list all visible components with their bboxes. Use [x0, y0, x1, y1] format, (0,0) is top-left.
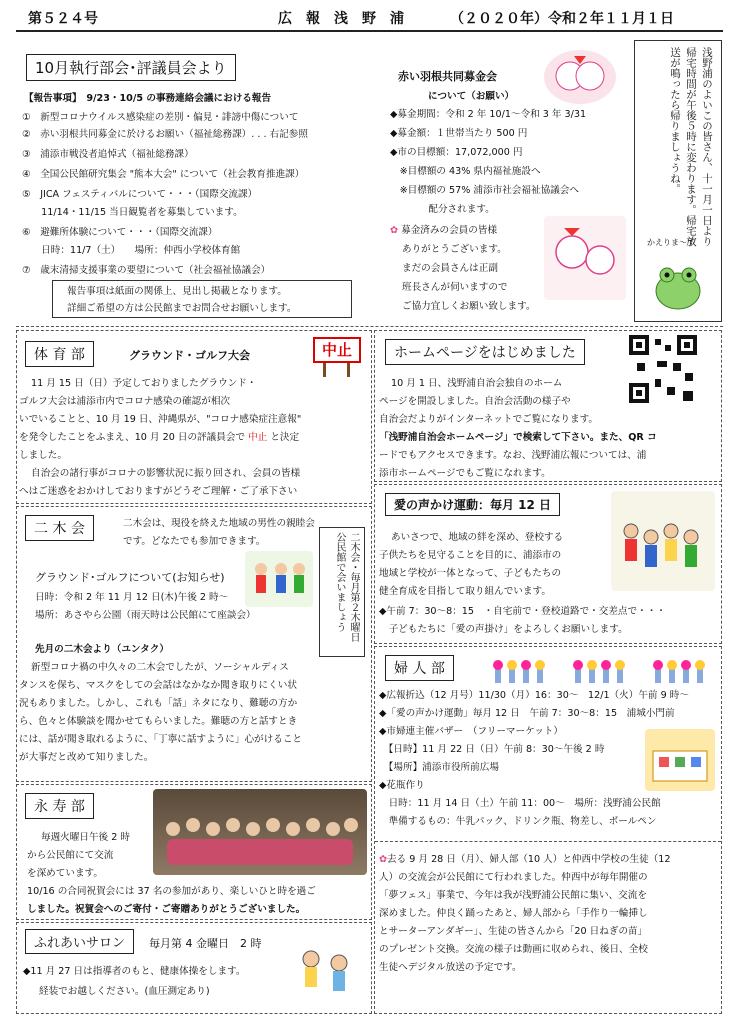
exec-item-6: ⑥ 避難所体験について・・・（国際交流課） [22, 227, 218, 238]
exec-report-heading: 【報告事項】 9/23・10/5 の事務連絡会議における報告 [24, 93, 272, 104]
akaihane-thanks-2: ありがとうございます。 [402, 244, 507, 255]
fujin-flowers-image [489, 657, 715, 685]
yuntaku-line-5: には、話が聞き取れるように、「丁寧に話すように」心がけること [19, 734, 303, 745]
taiiku-line-1: 11 月 15 日（日）予定しておりましたグラウンド・ [31, 378, 257, 389]
eiju-line-3: を深めています。 [27, 868, 103, 879]
aino-line-4: 健全育成を目指して取り組んでいます。 [379, 586, 551, 597]
nimoku-title: 二 木 会 [25, 515, 94, 541]
gg-notice-place: 場所：あさやら公園（雨天時は公民館にて座談会） [35, 610, 256, 621]
eiju-line-2: から公民館にて交流 [27, 850, 114, 861]
akaihane-section [384, 40, 632, 322]
page-header [10, 4, 729, 30]
salon-section [16, 922, 372, 1014]
issue-number: 第５２４号 [28, 11, 98, 27]
fujin-line-1: ◆広報折込（12 月号）11/30（月）16：30～ 12/1（火）午前 9 時～ [379, 690, 689, 701]
taiiku-section [16, 330, 372, 504]
yuntaku-line-2: タンスを保ち、マスクをしての会話はなかなか聞き取りにくい状 [19, 680, 297, 691]
akaihane-subtitle: について（お願い） [428, 91, 515, 102]
aino-line-2: 子供たちを見守ることを目的に、浦添市の [379, 550, 562, 561]
akaihane-thanks-1: ✿ 募金済みの会員の皆様 [390, 225, 498, 236]
akaihane-period: ◆募金期間：令和 2 年 10/1～令和 3 年 3/31 [390, 109, 587, 120]
eiju-title: 永 寿 部 [25, 793, 94, 819]
gg-notice-date: 日時：令和 2 年 11 月 12 日(木)午後 2 時～ [35, 592, 229, 603]
taiiku-line-2: ゴルフ大会は浦添市内でコロナ感染の確認が相次 [19, 396, 231, 407]
nimoku-vertical-box [319, 527, 365, 657]
taiiku-line-4: を発令したことをふまえ、10 月 20 日の評議員会で 中止 と決定 [19, 432, 300, 443]
fujin-report-3: 「夢フェス」事業で、今年は我が浅野浦公民館に集い、交流を [379, 890, 647, 901]
yuntaku-line-6: が大事だと改めて知りました。 [19, 752, 154, 763]
fujin-line-5: 【場所】浦添市役所前広場 [379, 762, 499, 773]
akaihane-amount: ◆募金額：１世帯当たり 500 円 [390, 128, 528, 139]
fujin-line-8: 準備するもの：牛乳パック、ドリンク瓶、物差し、ボールペン [379, 816, 657, 827]
exec-item-5: ⑤ JICA フェスティバルについて・・・（国際交流課） [22, 189, 258, 200]
flower-icon: ✿ [390, 225, 399, 236]
eiju-section [16, 784, 372, 920]
fujin-line-2: ◆「愛の声かけ運動」毎月 12 日 午前 7：30～8：15 浦城小門前 [379, 708, 675, 719]
homepage-line-2: ページを開設しました。自治会活動の様子や [379, 396, 571, 407]
akaihane-characters-image [544, 216, 626, 300]
exec-item-6-detail: 日時：11/7（土） 場所：仲西小学校体育館 [22, 245, 241, 256]
homepage-section [374, 330, 722, 482]
akaihane-mascot-image [544, 50, 616, 104]
homepage-line-4: 「浅野浦自治会ホームページ」で検索して下さい。また、QR コ [379, 432, 657, 443]
akaihane-thanks-5: ご協力宜しくお願い致します。 [402, 301, 536, 312]
taiiku-line-5: しました。 [19, 450, 67, 461]
akaihane-note-3: 配分されます。 [390, 204, 495, 215]
exec-note-box [52, 280, 352, 318]
fujin-report-4: 深めました。仲良く踊ったあと、婦人部から「手作り一輪挿し [379, 908, 648, 919]
yuntaku-line-1: 新型コロナ禍の中久々の二木会でしたが、ソーシャルディス [31, 662, 289, 673]
fujin-report-7: 生徒へデジタル放送の予定です。 [379, 962, 522, 973]
eiju-line-1: 毎週火曜日午後 2 時 [41, 832, 130, 843]
frog-caption: かえりま～す [647, 238, 695, 247]
yuntaku-line-4: ら、色々と体験談を聞かせてもらいました。難聴の方と話すとき [19, 716, 298, 727]
homepage-line-3: 自治会だよりがインターネットでご覧になります。 [379, 414, 599, 425]
eiju-line-4: 10/16 の合同祝賀会には 37 名の参加があり、楽しいひと時を過ご [27, 886, 316, 897]
header-rule [16, 30, 723, 32]
fujin-report-1: ✿去る 9 月 28 日（月）、婦人部（10 人）と仲西中学校の生徒（12 [379, 854, 671, 865]
salon-schedule: 毎月第 4 金曜日 2 時 [149, 937, 262, 950]
fujin-line-7: 日時：11 月 14 日（土）午前 11：00～ 場所：浅野浦公民館 [379, 798, 661, 809]
nimoku-section [16, 506, 372, 782]
taiiku-line-7: へはご迷惑をおかけしておりますがどうぞご理解・ご了承下さい [19, 486, 298, 497]
salon-line-2: 経装でお越しください。(血圧測定あり) [39, 986, 210, 997]
akaihane-thanks-4: 班長さんが伺いますので [402, 282, 508, 293]
section-divider [16, 326, 723, 327]
exec-item-5-detail: 11/14・11/15 当日観覧者を募集しています。 [22, 207, 243, 218]
akaihane-note-2: ※目標額の 57% 浦添市社会福祉協議会へ [390, 185, 579, 196]
exec-note-2: 詳細ご希望の方は公民館までお問合せお願いします。 [67, 303, 297, 314]
frog-image [645, 253, 711, 315]
cancel-sign-image [309, 333, 365, 377]
yuntaku-line-3: 況もありました。しかし、これも「話」ネタになり、難聴の方か [19, 698, 298, 709]
aino-line-6: 子どもたちに「愛の声掛け」をよろしくお願いします。 [379, 624, 628, 635]
fujin-line-4: 【日時】11 月 22 日（日）午前 8：30～午後 2 時 [379, 744, 605, 755]
nimoku-intro-1: 二木会は、現役を終えた地域の男性の親睦会 [123, 518, 315, 529]
fujin-section [374, 646, 722, 1014]
golf-people-image [245, 551, 313, 607]
cancel-sign-label: 中止 [313, 337, 361, 363]
taiiku-line-3: いでいることと、10 月 19 日、沖縄県が、"コロナ感染症注意報" [19, 414, 302, 425]
gg-notice-title: グラウンド･ゴルフについて(お知らせ) [35, 571, 225, 584]
eiju-group-photo [153, 789, 367, 875]
exec-item-7: ⑦ 歳末清掃支援事業の要望について（社会福祉協議会） [22, 265, 271, 276]
fujin-report-6: のプレゼント交換。交流の様子は動画に収められ、後日、全校 [379, 944, 648, 955]
fujin-divider [375, 841, 721, 842]
fujin-report-2: 人）の交流会が公民館にて行われました。仲西中が毎年開催の [379, 872, 648, 883]
akaihane-thanks-3: まだの会員さんは正副 [402, 263, 498, 274]
exec-item-2: ② 赤い羽根共同募金に於けるお願い（福祉総務課）. . . 右記参照 [22, 129, 308, 140]
salon-exercise-image [293, 941, 367, 1011]
aino-line-3: 地域と学校が一体となって、子どもたちの [379, 568, 562, 579]
salon-line-1: ◆11 月 27 日は指導者のもと、健康体操をします。 [23, 966, 246, 977]
taiiku-line-6: 自治会の諸行事がコロナの影響状況に振り回され、会員の皆様 [31, 468, 301, 479]
fujin-line-3: ◆市婦連主催バザー （フリーマーケット） [379, 726, 563, 737]
aino-line-1: あいさつで、地域の絆を深め、登校する [391, 532, 564, 543]
akaihane-title: 赤い羽根共同募金会 [398, 70, 497, 83]
issue-date: （２０２０年）令和２年１１月１日 [450, 11, 674, 27]
homepage-line-1: 10 月 1 日、浅野浦自治会独自のホーム [391, 378, 563, 389]
salon-title: ふれあいサロン [25, 929, 134, 954]
exec-report-title: 10月執行部会･評議員会より [26, 54, 236, 81]
flower-icon: ✿ [379, 854, 388, 865]
eiju-line-5: しました。祝賀会へのご寄付・ご寄贈ありがとうございました。 [27, 904, 306, 915]
curfew-note-text: 浅野浦のよいこの皆さん、十一月一日より帰宅時間が午後５時に変わります。帰宅放送が鳴ったら帰りましょうね。 [669, 47, 713, 247]
qr-code-image[interactable] [627, 333, 699, 405]
bazaar-image [645, 729, 715, 791]
fujin-title: 婦 人 部 [385, 655, 454, 681]
taiiku-title: 体 育 部 [25, 341, 94, 367]
exec-note-1: 報告事項は紙面の関係上、見出し掲載となります。 [67, 286, 287, 297]
homepage-line-5: ードでもアクセスできます。なお、浅野浦広報については、浦 [379, 450, 647, 461]
aino-line-5: ◆午前 7：30～8：15 ・自宅前で・登校道路で・交差点で・・・ [379, 606, 666, 617]
exec-item-1: ① 新型コロナウイルス感染症の差別・偏見・誹謗中傷について [22, 112, 299, 123]
fujin-line-6: ◆花瓶作り [379, 780, 425, 791]
exec-report-section [16, 40, 378, 322]
aino-section [374, 484, 722, 644]
curfew-note-box [634, 40, 722, 322]
homepage-line-6: 添市ホームページでもご覧になれます。 [379, 468, 551, 479]
taiiku-heading: グラウンド・ゴルフ大会 [129, 349, 250, 362]
nimoku-intro-2: です。どなたでも参加できます。 [123, 536, 266, 547]
newsletter-title: 広 報 浅 野 浦 [278, 11, 404, 27]
yuntaku-title: 先月の二木会より（ユンタク） [35, 644, 169, 655]
nimoku-vertical-text: 二木会・毎月第２木曜日 公民館で会いましょう [334, 532, 359, 652]
homepage-title: ホームページをはじめました [385, 339, 585, 365]
aino-title: 愛の声かけ運動：毎月 12 日 [385, 493, 560, 516]
exec-item-4: ④ 全国公民館研究集会 "熊本大会" について（社会教育推進課） [22, 169, 305, 180]
aino-children-image [611, 491, 715, 591]
exec-item-3: ③ 浦添市戦没者追悼式（福祉総務課） [22, 149, 194, 160]
fujin-report-5: とサーターアンダギー」、生徒の皆さんから「20 日ねぎの苗」 [379, 926, 648, 937]
akaihane-target: ◆市の目標額：17,072,000 円 [390, 147, 523, 158]
akaihane-note-1: ※目標額の 43% 県内福祉施設へ [390, 166, 541, 177]
